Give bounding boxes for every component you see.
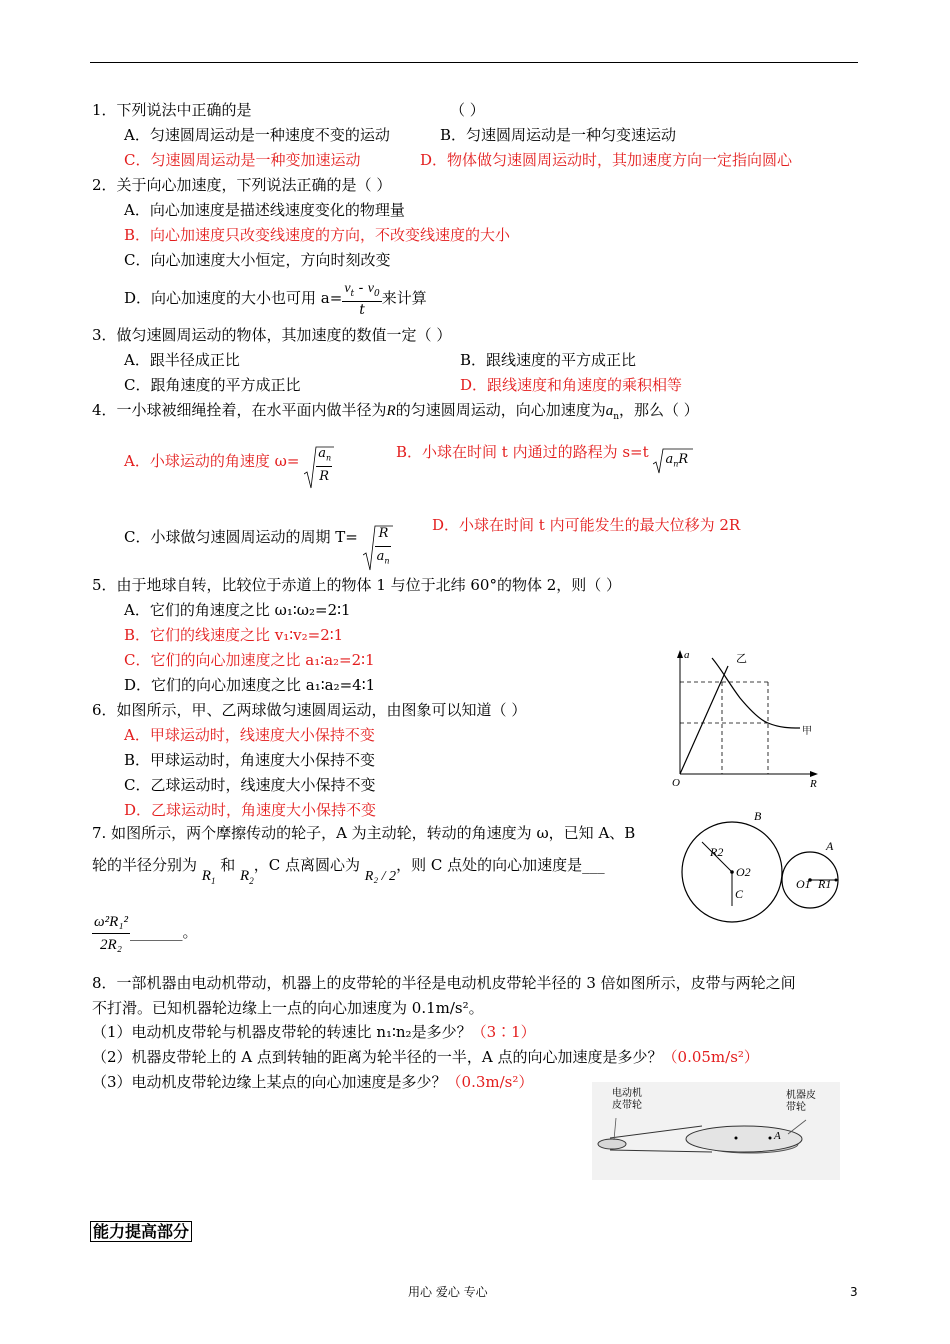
q2-option-c: C．向心加速度大小恒定，方向时刻改变 — [124, 251, 391, 269]
q4-c-sqrt: $\frac{R}{a_n}$ — [363, 525, 393, 571]
q4-option-c: C．小球做匀速圆周运动的周期 T= $\frac{R}{a_n}$ — [124, 515, 393, 561]
q6-graph — [668, 646, 828, 788]
q8-line2: 不打滑。已知机器轮边缘上一点的向心加速度为 0.1m/s²。 — [92, 999, 484, 1017]
q2-d-text: D．向心加速度的大小也可用 a= — [124, 289, 343, 307]
q2-d-fraction: $\frac{v_t - v_0}{t}$ — [344, 279, 380, 319]
q4-option-d: D．小球在时间 t 内可能发生的最大位移为 2R — [432, 516, 741, 534]
q3-option-a: A．跟半径成正比 — [124, 351, 240, 369]
q1-stem: 1．下列说法中正确的是 — [92, 101, 252, 119]
q5-stem: 5．由于地球自转，比较位于赤道上的物体 1 与位于北纬 60°的物体 2，则（ ） — [92, 576, 622, 594]
y-axis-arrow-icon — [677, 650, 683, 658]
q3-option-c: C．跟角速度的平方成正比 — [124, 376, 301, 394]
q1-option-b: B．匀速圆周运动是一种匀变速运动 — [440, 126, 677, 144]
fig-label-a: A — [774, 1130, 781, 1142]
q5-option-b: B．它们的线速度之比 v₁∶v₂=2∶1 — [124, 626, 344, 644]
q5-option-c: C．它们的向心加速度之比 a₁∶a₂=2∶1 — [124, 651, 375, 669]
q3-stem: 3．做匀速圆周运动的物体，其加速度的数值一定（ ） — [92, 326, 452, 344]
q2-d-post: 来计算 — [381, 289, 427, 307]
footer-slogan: 用心 爱心 专心 — [408, 1285, 488, 1299]
q7-figure — [680, 808, 866, 950]
q1-option-a: A．匀速圆周运动是一种速度不变的运动 — [124, 126, 390, 144]
label-b: B — [754, 809, 762, 823]
label-o1: O1 — [796, 877, 811, 891]
q8-sub3: （3）电动机皮带轮边缘上某点的向心加速度是多少？（0.3m/s²） — [92, 1073, 534, 1091]
q6-option-b: B．甲球运动时，角速度大小保持不变 — [124, 751, 376, 769]
q4-stem: 4．一小球被细绳拴着，在水平面内做半径为R的匀速圆周运动，向心加速度为$a_n$，那么（ ） — [92, 401, 699, 422]
q7-line2: 轮的半径分别为 $R_1$ 和 $R_2$，C 点离圆心为 R₂ / 2，则 C 点处的向心加速度是___ — [92, 856, 605, 886]
q7-line1: 7. 如图所示，两个摩擦传动的轮子，A 为主动轮，转动的角速度为 ω，已知 A、B — [92, 824, 636, 842]
top-rule — [90, 62, 858, 63]
label-r1: R1 — [818, 877, 832, 891]
label-o2: O2 — [736, 865, 751, 879]
q8-figure — [592, 1082, 840, 1180]
section-title: 能力提高部分 — [90, 1222, 192, 1242]
graph-y-label: a — [684, 649, 690, 661]
q3-option-b: B．跟线速度的平方成正比 — [460, 351, 637, 369]
label-a: A — [826, 839, 834, 853]
x-axis-arrow-icon — [810, 771, 818, 777]
q6-option-d: D．乙球运动时，角速度大小保持不变 — [124, 801, 377, 819]
q7-answer-fraction: $\frac{\text{ω²R₁²}}{\text{2R₂}}$ — [92, 911, 130, 956]
q6-stem: 6．如图所示，甲、乙两球做匀速圆周运动，由图象可以知道（ ） — [92, 701, 527, 719]
q6-option-c: C．乙球运动时，线速度大小保持不变 — [124, 776, 376, 794]
graph-x-label: R — [810, 778, 817, 788]
label-r2: R2 — [710, 845, 724, 859]
page-number: 3 — [850, 1285, 858, 1299]
q8-sub1: （1）电动机皮带轮与机器皮带轮的转速比 n₁∶n₂是多少？（3∶1） — [92, 1023, 536, 1041]
label-yi: 乙 — [736, 653, 747, 665]
q5-option-d: D．它们的向心加速度之比 a₁∶a₂=4∶1 — [124, 676, 376, 694]
label-c: C — [735, 887, 744, 901]
q4-a-sqrt: $\frac{a_n}{R}$ — [304, 446, 334, 490]
fig-label-machine-pulley: 机器皮 带轮 — [786, 1090, 816, 1113]
q2-stem: 2．关于向心加速度，下列说法正确的是（ ） — [92, 176, 392, 194]
fig-label-motor-pulley: 电动机 皮带轮 — [612, 1088, 642, 1111]
q6-option-a: A．甲球运动时，线速度大小保持不变 — [124, 726, 375, 744]
q2-option-d — [124, 278, 427, 318]
q4-b-sqrt: $a_nR$ — [653, 448, 693, 474]
q1-option-d: D．物体做匀速圆周运动时，其加速度方向一定指向圆心 — [420, 151, 793, 169]
q1-option-c: C．匀速圆周运动是一种变加速运动 — [124, 151, 361, 169]
graph-origin: O — [672, 777, 680, 788]
q3-option-d: D．跟线速度和角速度的乘积相等 — [460, 376, 683, 394]
q4-option-a: A．小球运动的角速度 ω= $\frac{a_n}{R}$ — [124, 440, 334, 484]
q1-bracket: （ ） — [450, 101, 485, 119]
q8-line1: 8．一部机器由电动机带动，机器上的皮带轮的半径是电动机皮带轮半径的 3 倍如图所示，皮带与两轮之间 — [92, 974, 796, 992]
q2-option-b: B．向心加速度只改变线速度的方向，不改变线速度的大小 — [124, 226, 511, 244]
q8-sub2: （2）机器皮带轮上的 A 点到转轴的距离为轮半径的一半，A 点的向心加速度是多少？（0.05m/s²） — [92, 1048, 759, 1066]
q2-option-a: A．向心加速度是描述线速度变化的物理量 — [124, 201, 405, 219]
q4-option-b: B．小球在时间 t 内通过的路程为 s=t $a_nR$ — [396, 440, 693, 466]
label-jia: 甲 — [802, 726, 812, 737]
q7-answer: $\frac{\text{ω²R₁²}}{\text{2R₂}}$ _______。 — [92, 905, 197, 959]
curve-jia-line — [712, 658, 800, 728]
q5-option-a: A．它们的角速度之比 ω₁∶ω₂=2∶1 — [124, 601, 351, 619]
